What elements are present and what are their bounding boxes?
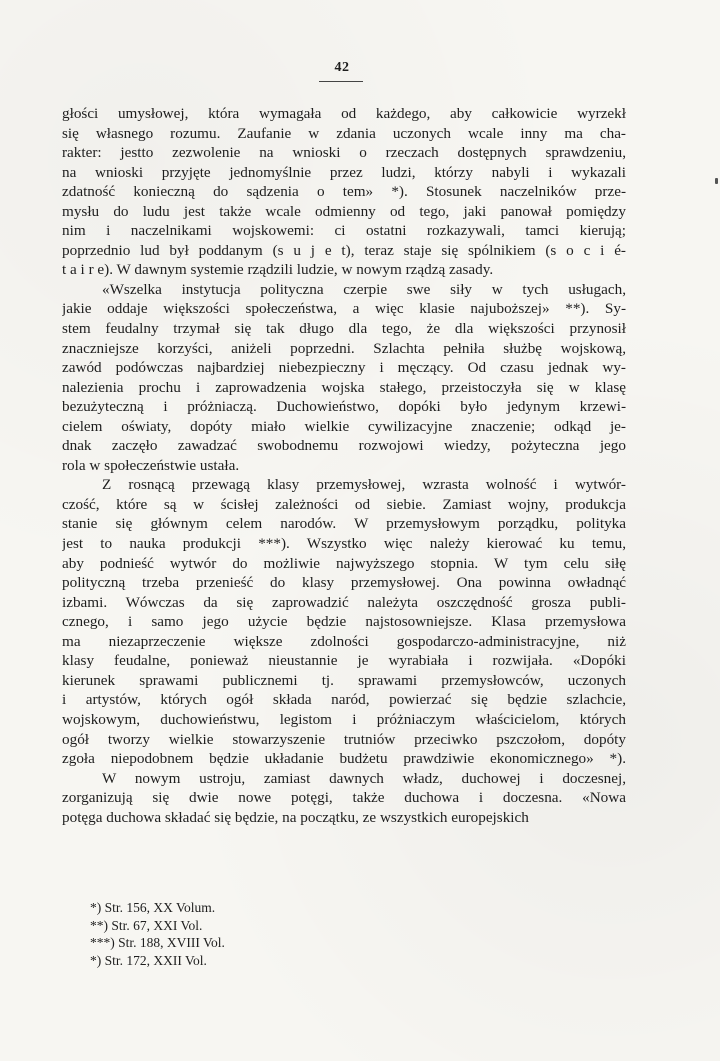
footnote: ***) Str. 188, XVIII Vol.	[90, 935, 225, 950]
text-line: czość, które są w ścisłej zależności od siebie. Zamiast wojny, produkcja	[62, 495, 626, 513]
text-line: potęga duchowa składać się będzie, na początku, ze wszystkich europejskich	[62, 808, 529, 826]
text-line: «Wszelka instytucja polityczna czerpie swe siły w tych usługach,	[102, 280, 626, 298]
text-line: stem feudalny trzymał się tak długo dla tego, że dla większości przynosił	[62, 320, 626, 338]
text-line: t a i r e). W dawnym systemie rządzili ludzie, w nowym rządzą zasady.	[62, 261, 494, 279]
text-line: aby podnieść wytwór do możliwie najwyższego stopnia. W tym celu siłę	[62, 554, 626, 572]
text-line: Z rosnącą przewagą klasy przemysłowej, wzrasta wolność i wytwór-	[102, 476, 626, 494]
text-line: izbami. Wówczas da się zaprowadzić należyta oszczędność grosza publi-	[62, 593, 626, 611]
text-line: ogół tworzy wielkie stowarzyszenie trutniów przeciwko pszczołom, dopóty	[62, 730, 626, 748]
body-text	[62, 104, 626, 827]
text-line: i artystów, których ogół składa naród, powierzać się będzie szlachcie,	[62, 691, 626, 709]
page-number: 42	[334, 60, 350, 75]
text-line: klasy feudalne, ponieważ nieustannie je wyrabiała i rozwijała. «Dopóki	[62, 652, 626, 670]
footnotes	[90, 899, 390, 969]
text-line: zawód podówczas najbardziej niebezpieczny i męczący. Od czasu jednak wy-	[62, 359, 626, 377]
text-line: wojskowym, duchowieństwu, legistom i próżniaczym właścicielom, których	[62, 710, 626, 728]
text-line: bezużyteczną i próżniaczą. Duchowieństwo, dopóki było jedynym krzewi-	[62, 398, 626, 416]
scan-edge-mark	[715, 178, 718, 184]
text-line: zdatność konieczną do sądzenia o tem» *). Stosunek naczelników prze-	[62, 183, 626, 201]
text-line: polityczną trzeba przenieść do klasy przemysłowej. Ona powinna owładnąć	[62, 574, 626, 592]
text-line: jest to nauka produkcji ***). Wszystko więc należy kierować ku temu,	[62, 535, 626, 553]
text-line: znaczniejsze korzyści, aniżeli poprzedni. Szlachta pełniła służbę wojskową,	[62, 339, 626, 357]
text-line: mysłu do ludu jest także wcale odmienny od tego, jaki panował pomiędzy	[62, 202, 626, 220]
text-line: dnak zaczęło zawadzać swobodnemu rozwojowi wiedzy, pożyteczna jego	[62, 437, 626, 455]
footnote: **) Str. 67, XXI Vol.	[90, 917, 203, 933]
page-number-rule	[319, 81, 363, 82]
text-line: się własnego rozumu. Zaufanie w zdania uczonych wcale inny ma cha-	[62, 124, 626, 142]
text-line: zgoła niepodobnem będzie układanie budżetu prawdziwie ekonomicznego» *).	[62, 750, 626, 768]
text-line: cznego, i samo jego użycie będzie najstosowniejsze. Klasa przemysłowa	[62, 613, 626, 631]
text-line: rola w społeczeństwie ustała.	[62, 456, 240, 474]
text-line: jakie oddaje większości społeczeństwa, a więc klasie najuboższej» **). Sy-	[62, 300, 626, 318]
text-line: nalezienia prochu i zaprowadzenia wojska stałego, przeistoczyła się w klasę	[62, 378, 626, 396]
footnote: *) Str. 172, XXII Vol.	[90, 952, 207, 968]
text-line: kierunek sprawami publicznemi tj. sprawami przemysłowców, uczonych	[62, 671, 626, 689]
text-line: rakter: jestto zezwolenie na wnioski o rzeczach dostępnych sprawdzeniu,	[62, 144, 626, 162]
text-line: cielem oświaty, dopóty miało wielkie cywilizacyjne znaczenie; odkąd je-	[62, 417, 626, 435]
text-line: na wnioski przyjęte jednomyślnie przez ludzi, którzy nabyli i wykazali	[62, 163, 626, 181]
text-line: stanie się głównym celem narodów. W przemysłowym porządku, polityka	[62, 515, 626, 533]
text-line: poprzednio lud był poddanym (s u j e t), teraz staje się spólnikiem (s o c i é-	[62, 241, 626, 259]
footnote: *) Str. 156, XX Volum.	[90, 900, 216, 915]
text-line: ma niezaprzeczenie większe zdolności gospodarczo-administracyjne, niż	[62, 632, 626, 650]
text-line: nim i naczelnikami wojskowemi: ci ostatni rozkazywali, tamci kierują;	[62, 222, 626, 240]
text-line: zorganizują się dwie nowe potęgi, także duchowa i doczesna. «Nowa	[62, 789, 626, 807]
text-line: głości umysłowej, która wymagała od każdego, aby całkowicie wyrzekł	[62, 105, 626, 122]
text-line: W nowym ustroju, zamiast dawnych władz, duchowej i doczesnej,	[102, 769, 626, 787]
